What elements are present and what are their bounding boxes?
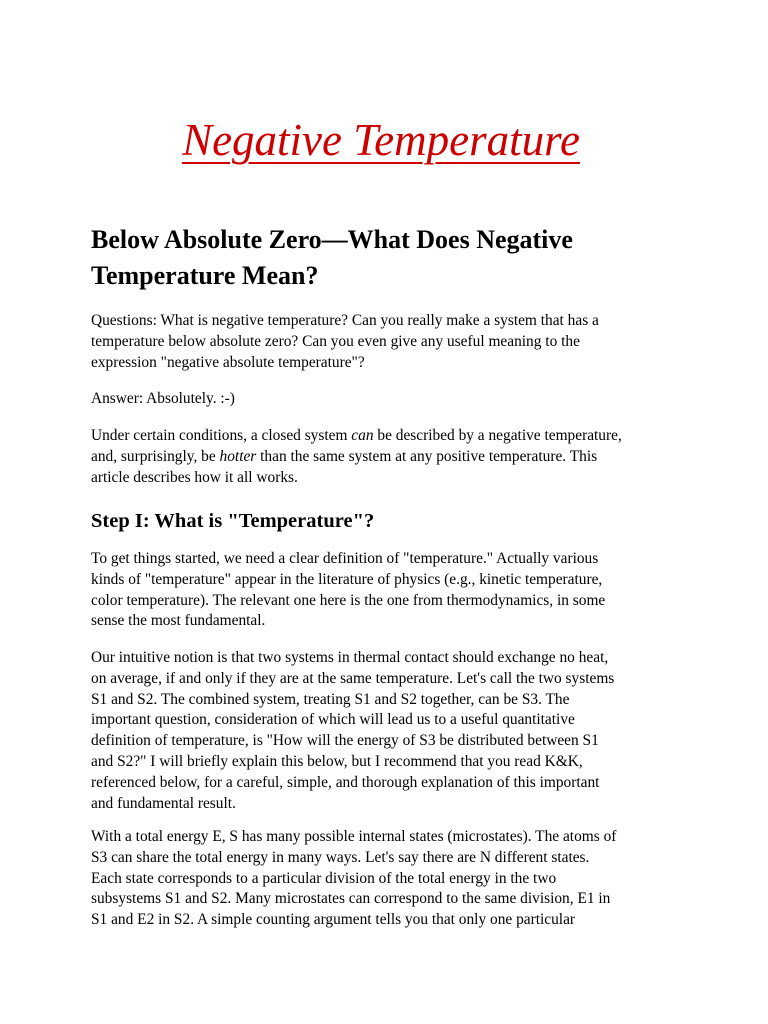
paragraph-line: S1 and S2. The combined system, treating S1 and S2 together, can be S3. The (91, 690, 570, 708)
paragraph-line: subsystems S1 and S2. Many microstates can correspond to the same division, E1 in (91, 890, 611, 908)
paragraph-line: and S2?" I will briefly explain this below, but I recommend that you read K&K, (91, 752, 583, 770)
text-run: Under certain conditions, a closed system (91, 427, 352, 444)
paragraph-line: and fundamental result. (91, 794, 236, 812)
paragraph-line: To get things started, we need a clear definition of "temperature." Actually various (91, 550, 599, 567)
paragraph-line (91, 447, 671, 468)
paragraph-line: S1 and E2 in S2. A simple counting argument tells you that only one particular (91, 911, 576, 929)
intro-paragraph (91, 426, 671, 488)
intuitive-notion-paragraph (91, 648, 671, 814)
paragraph-line (91, 426, 671, 447)
answer-paragraph (91, 389, 671, 410)
paragraph-line: on average, if and only if they are at the same temperature. Let's call the two systems (91, 669, 615, 687)
paragraph-line: definition of temperature, is "How will the energy of S3 be distributed between S1 (91, 732, 599, 750)
paragraph-line: article describes how it all works. (91, 468, 298, 486)
paragraph-line: kinds of "temperature" appear in the literature of physics (e.g., kinetic temperature, (91, 570, 603, 588)
paragraph-line: Answer: Absolutely. :-) (91, 390, 235, 407)
paragraph-line: important question, consideration of which will lead us to a useful quantitative (91, 711, 575, 729)
paragraph-line: Questions: What is negative temperature? Can you really make a system that has a (91, 312, 599, 329)
section-heading-step-one: Step I: What is "Temperature"? (91, 510, 375, 532)
definition-paragraph (91, 549, 671, 632)
questions-paragraph (91, 311, 671, 373)
page-title: Negative Temperature (182, 115, 580, 165)
paragraph-line: referenced below, for a careful, simple, and thorough explanation of this important (91, 773, 600, 791)
section-heading-below-absolute-zero (91, 222, 691, 294)
paragraph-line: S3 can share the total energy in many ways. Let's say there are N different states. (91, 848, 590, 866)
heading-line: Below Absolute Zero—What Does Negative (91, 225, 573, 254)
emphasis-hotter: hotter (219, 447, 257, 465)
text-run: be described by a negative temperature, (373, 427, 622, 444)
text-run: and, surprisingly, be (91, 447, 220, 465)
text-run: than the same system at any positive temperature. This (256, 447, 598, 465)
paragraph-line: color temperature). The relevant one here is the one from thermodynamics, in some (91, 591, 606, 609)
paragraph-line: expression "negative absolute temperature"? (91, 353, 365, 371)
paragraph-line: sense the most fundamental. (91, 612, 266, 630)
paragraph-line: Our intuitive notion is that two systems in thermal contact should exchange no heat, (91, 649, 609, 666)
total-energy-paragraph (91, 827, 671, 931)
paragraph-line: Each state corresponds to a particular division of the total energy in the two (91, 869, 557, 887)
paragraph-line: With a total energy E, S has many possible internal states (microstates). The atoms of (91, 828, 617, 845)
paragraph-line: temperature below absolute zero? Can you even give any useful meaning to the (91, 332, 580, 350)
emphasis-can: can (351, 427, 374, 444)
heading-line: Temperature Mean? (91, 261, 319, 290)
